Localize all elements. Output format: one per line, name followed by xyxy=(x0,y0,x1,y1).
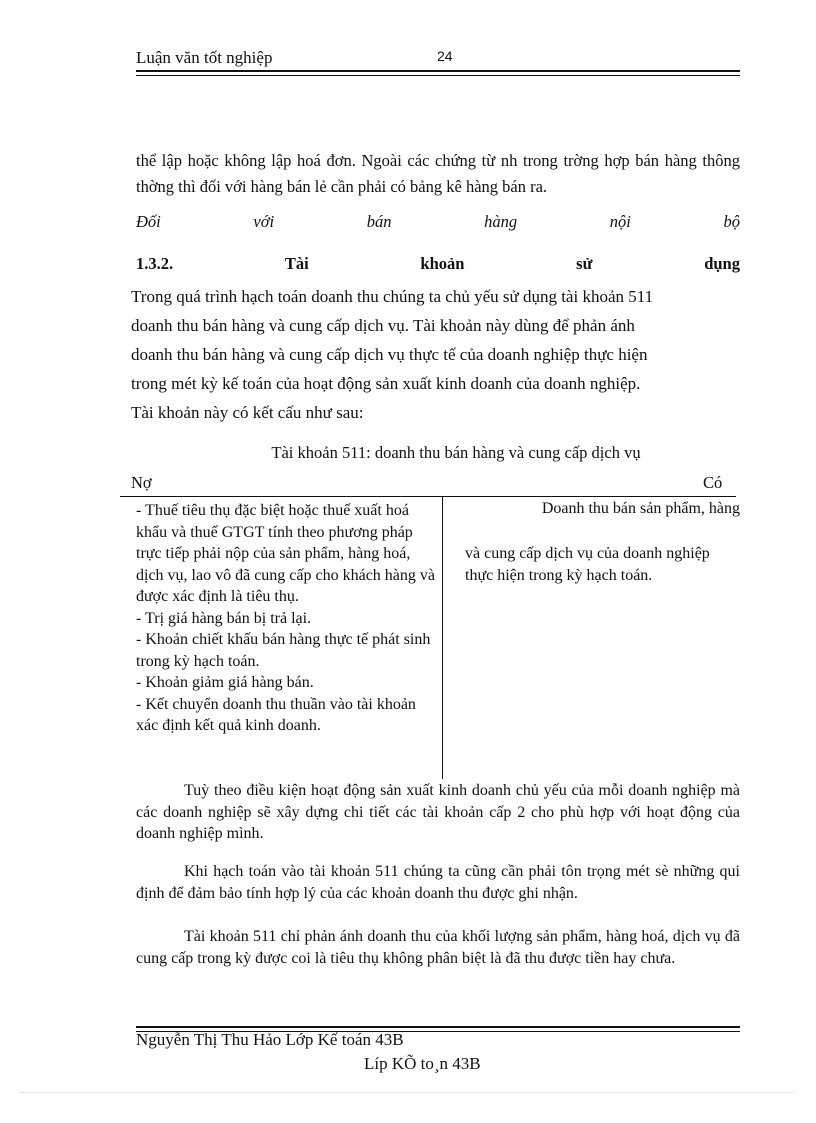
header-title: Luận văn tốt nghiệp xyxy=(136,48,273,67)
heading-word: bán xyxy=(366,212,392,231)
page-number: 24 xyxy=(437,48,453,64)
paragraph-revenue-scope: Tài khoản 511 chỉ phản ánh doanh thu của khối lượng sản phẩm, hàng hoá, dịch vụ đã cung cấp trong kỳ được coi là tiêu thụ không phân biệt là đã thu được tiền hay chưa. xyxy=(136,928,740,967)
t-account-vertical-rule xyxy=(442,496,443,779)
heading-word: bộ xyxy=(723,212,740,231)
header-rule-top xyxy=(136,70,740,72)
credit-label: Có xyxy=(703,473,723,492)
heading-word: với xyxy=(253,212,275,231)
heading-word: Tài xyxy=(284,254,309,273)
paragraph-line: doanh thu bán hàng và cung cấp dịch vụ thực tế của doanh nghiệp thực hiện xyxy=(131,345,648,364)
heading-word: nội xyxy=(609,212,631,231)
header-rule-bottom xyxy=(136,75,740,76)
debit-item: - Thuế tiêu thụ đặc biệt hoặc thuế xuất hoá xyxy=(136,502,409,519)
paragraph-intro: thể lập hoặc không lập hoá đơn. Ngoài các chứng từ nh trong trờng hợp bán hàng thông thờng thì đối với hàng bán lẻ cần phải có bảng kê hàng bán ra. xyxy=(136,151,740,196)
heading-word: dụng xyxy=(704,254,740,273)
footer-class: Líp KÕ to¸n 43B xyxy=(364,1054,481,1073)
paragraph-account-usage xyxy=(131,282,740,427)
paragraph-recognition-rules: Khi hạch toán vào tài khoản 511 chúng ta cũng cần phải tôn trọng mét sè những qui định để đảm bảo tính hợp lý của các khoản doanh thu được ghi nhận. xyxy=(136,863,740,902)
paragraph-line: doanh thu bán hàng và cung cấp dịch vụ. Tài khoản này dùng để phản ánh xyxy=(131,316,635,335)
section-number: 1.3.2. xyxy=(136,254,174,273)
credit-item-rest: và cung cấp dịch vụ của doanh nghiệp thực hiện trong kỳ hạch toán. xyxy=(465,545,710,584)
debit-column xyxy=(136,500,438,737)
debit-item: - Khoản giảm giá hàng bán. xyxy=(136,674,314,691)
t-account-horizontal-rule xyxy=(120,496,736,497)
section-heading-1-3-2 xyxy=(136,254,740,274)
debit-item: - Kết chuyển doanh thu thuần vào tài khoản xác định kết quả kinh doanh. xyxy=(136,695,416,734)
paragraph-line: Tài khoản này có kết cấu như sau: xyxy=(131,403,364,422)
heading-word: Đối xyxy=(136,212,161,231)
footer-author: Nguyễn Thị Thu Hảo Lớp Kế toán 43B xyxy=(136,1030,404,1049)
paragraph-line: trong mét kỳ kế toán của hoạt động sản xuất kinh doanh của doanh nghiệp. xyxy=(131,374,641,393)
credit-item-line1: Doanh thu bán sản phẩm, hàng xyxy=(541,500,740,517)
heading-word: hàng xyxy=(484,212,518,231)
paragraph-level2-accounts: Tuỳ theo điều kiện hoạt động sản xuất kinh doanh chủ yếu của mỗi doanh nghiệp mà các doanh nghiệp sẽ xây dựng chi tiết các tài khoản cấp 2 cho phù hợp với hoạt động của doanh nghiệp mình. xyxy=(136,782,740,842)
t-account-caption: Tài khoản 511: doanh thu bán hàng và cung cấp dịch vụ xyxy=(271,443,641,462)
debit-item: - Khoản chiết khấu bán hàng thực tế phát sinh trong kỳ hạch toán. xyxy=(136,631,431,670)
heading-internal-sales xyxy=(136,212,740,232)
paragraph-line: Trong quá trình hạch toán doanh thu chúng ta chủ yếu sử dụng tài khoản 511 xyxy=(131,287,654,306)
debit-item: khẩu và thuế GTGT tính theo phương pháp trực tiếp phải nộp của sản phẩm, hàng hoá, dịch vụ, lao vô đã cung cấp cho khách hàng và được xác định là tiêu thụ. xyxy=(136,523,436,605)
debit-label: Nợ xyxy=(131,473,152,492)
debit-item: - Trị giá hàng bán bị trả lại. xyxy=(136,609,312,627)
heading-word: khoản xyxy=(420,254,465,273)
heading-word: sử xyxy=(576,254,593,273)
footer-rule-top xyxy=(136,1026,740,1028)
page-bottom-dotted-edge xyxy=(20,1092,796,1093)
